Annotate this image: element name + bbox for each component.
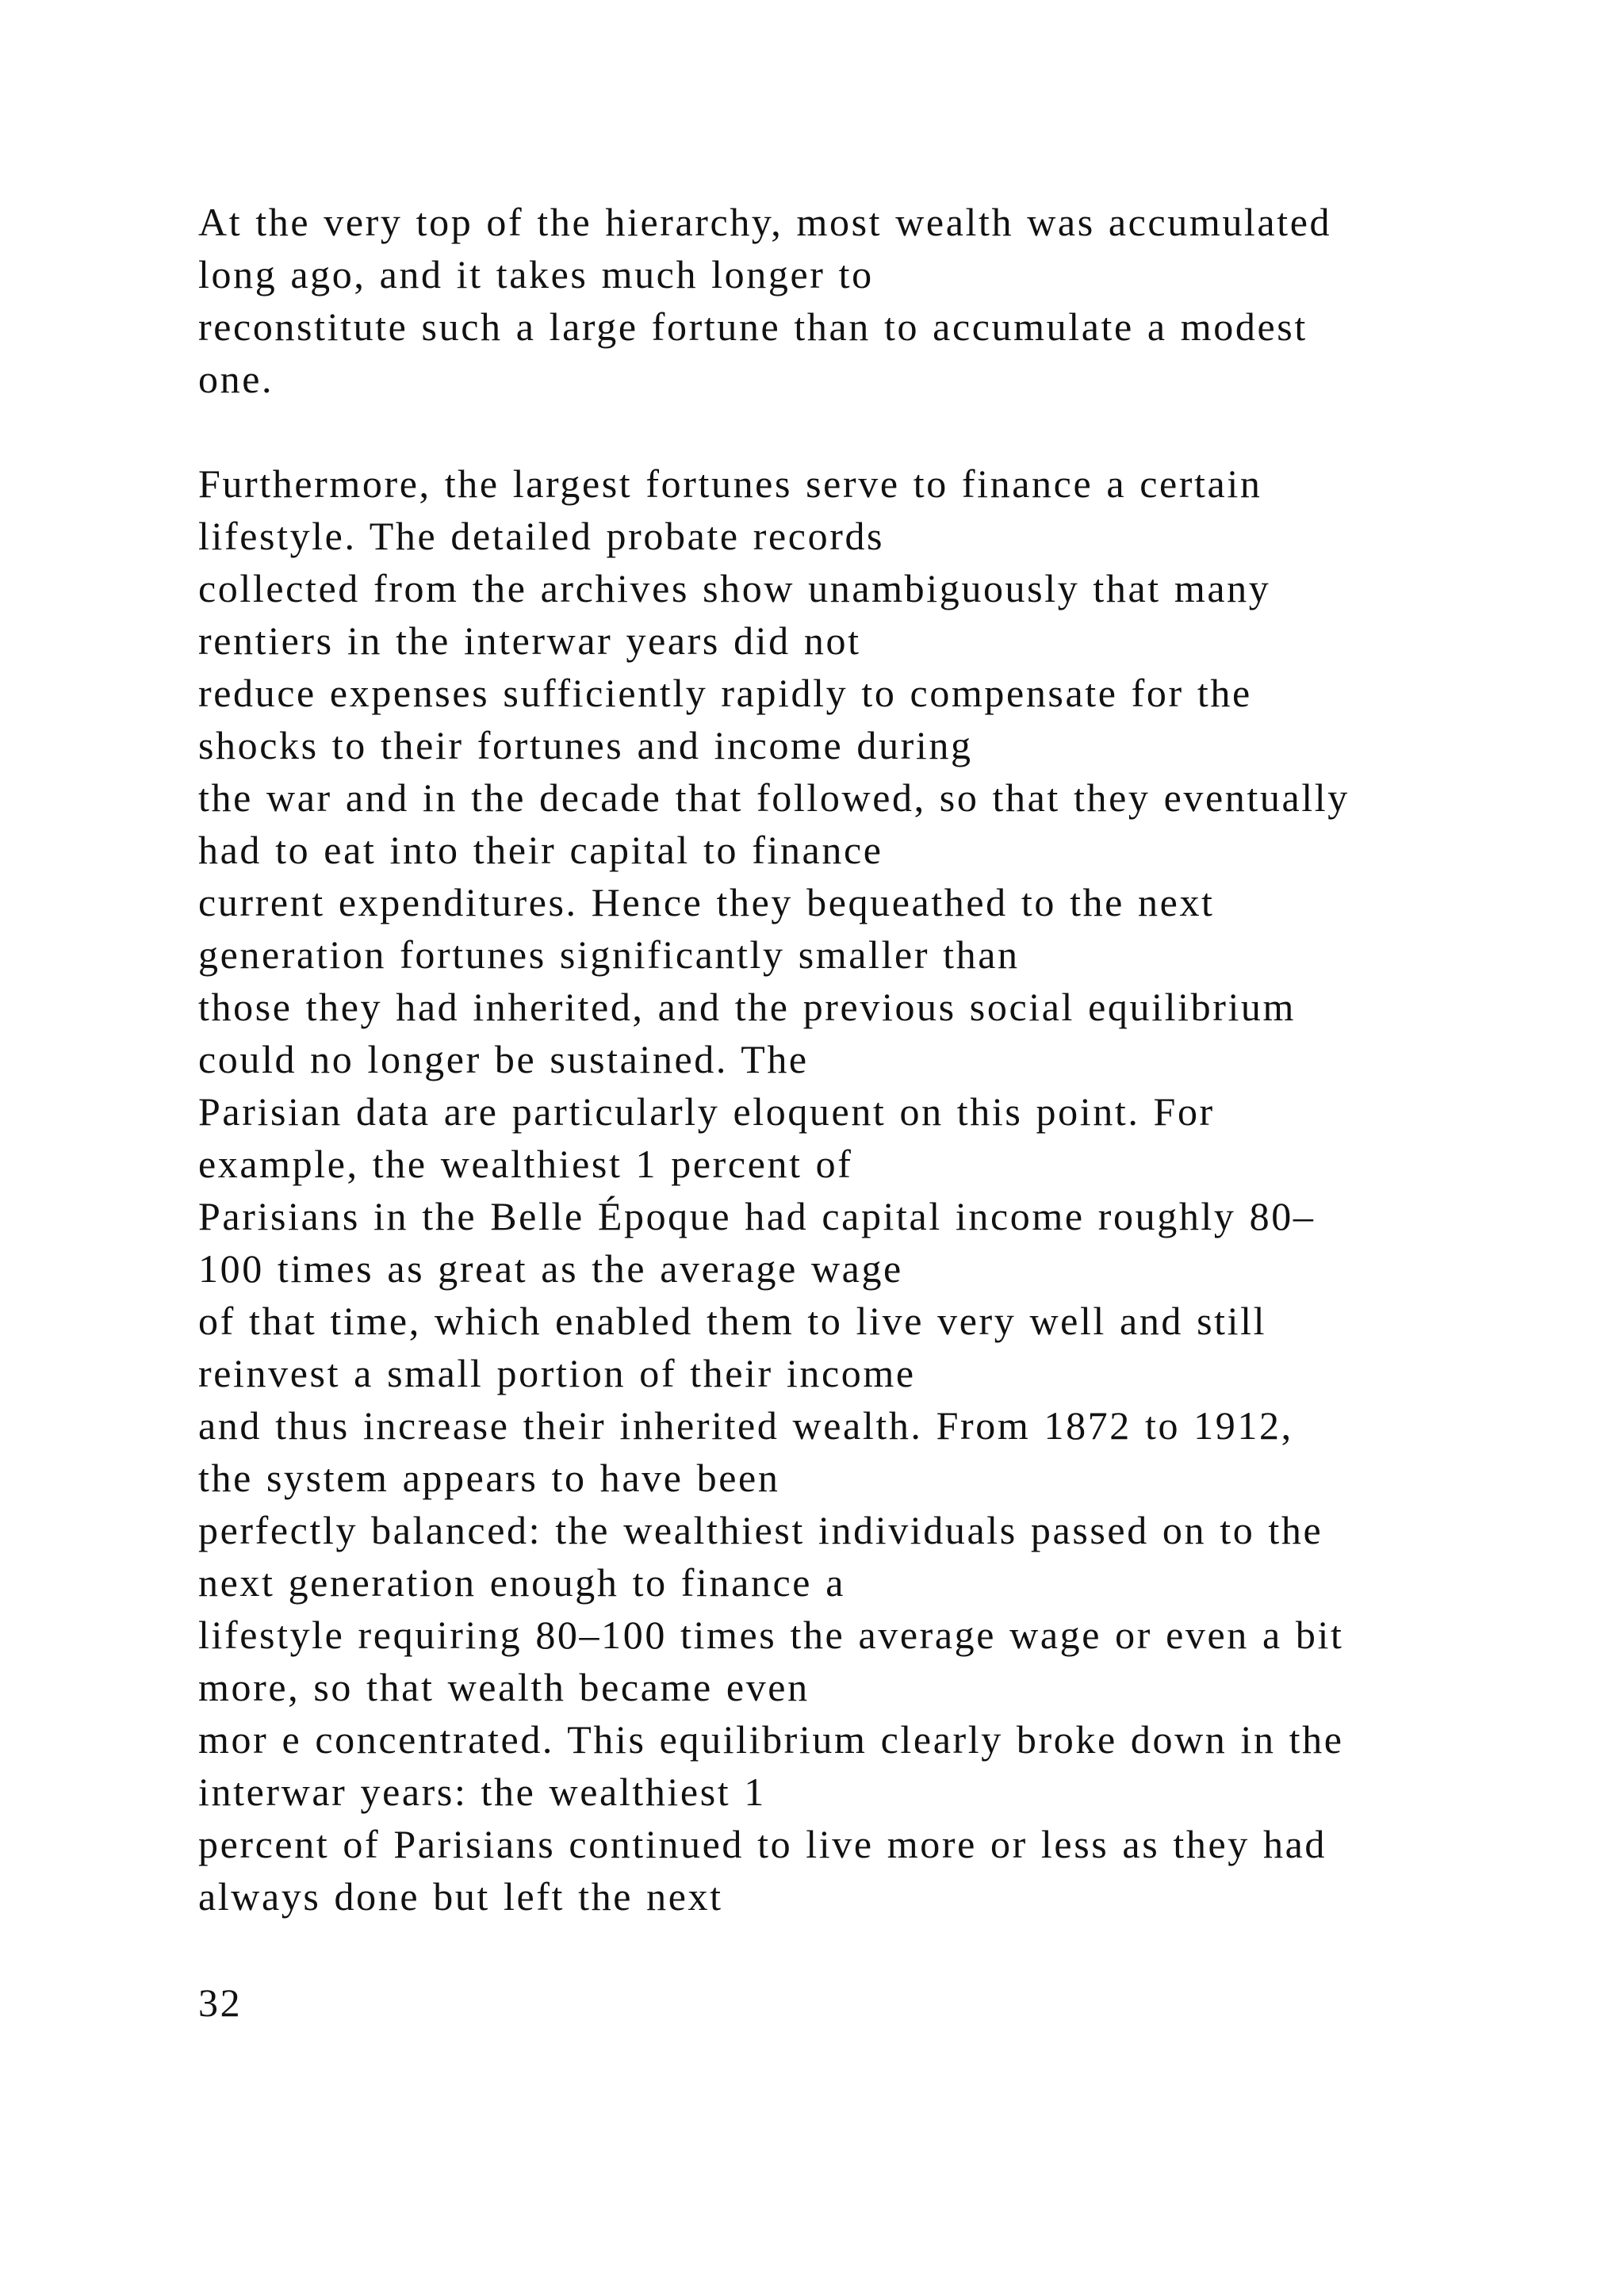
text-line: percent of Parisians continued to live more or less as they had — [198, 1822, 1327, 1866]
text-line: Parisians in the Belle Époque had capital income roughly 80– — [198, 1194, 1316, 1238]
paragraph-2 — [198, 457, 1435, 1923]
text-line: reduce expenses sufficiently rapidly to compensate for the — [198, 671, 1252, 715]
text-line: lifestyle. The detailed probate records — [198, 514, 885, 558]
text-line: reinvest a small portion of their income — [198, 1351, 916, 1395]
body-text — [198, 196, 1435, 1923]
text-line: shocks to their fortunes and income during — [198, 723, 973, 767]
text-line: interwar years: the wealthiest 1 — [198, 1770, 766, 1814]
text-line: perfectly balanced: the wealthiest individuals passed on to the — [198, 1508, 1323, 1552]
text-line: the war and in the decade that followed, so that they eventually — [198, 775, 1350, 820]
text-line: of that time, which enabled them to live very well and still — [198, 1299, 1267, 1343]
text-line: long ago, and it takes much longer to — [198, 252, 874, 297]
text-line: more, so that wealth became even — [198, 1665, 810, 1709]
text-line: example, the wealthiest 1 percent of — [198, 1142, 853, 1186]
text-line: generation fortunes significantly smaller than — [198, 932, 1020, 977]
text-line: collected from the archives show unambiguously that many — [198, 566, 1271, 610]
text-line: mor e concentrated. This equilibrium clearly broke down in the — [198, 1717, 1344, 1762]
text-line: one. — [198, 357, 274, 401]
text-line: 100 times as great as the average wage — [198, 1246, 903, 1291]
text-line: those they had inherited, and the previous social equilibrium — [198, 985, 1297, 1029]
paragraph-spacer — [198, 405, 1435, 457]
text-line: could no longer be sustained. The — [198, 1037, 809, 1081]
text-line: current expenditures. Hence they bequeathed to the next — [198, 880, 1215, 924]
text-line: next generation enough to finance a — [198, 1560, 845, 1605]
paragraph-1 — [198, 196, 1435, 405]
text-line: Parisian data are particularly eloquent on this point. For — [198, 1089, 1215, 1134]
text-line: Furthermore, the largest fortunes serve to finance a certain — [198, 461, 1262, 506]
text-line: lifestyle requiring 80–100 times the average wage or even a bit — [198, 1613, 1344, 1657]
text-line: reconstitute such a large fortune than to accumulate a modest — [198, 304, 1308, 349]
page-number: 32 — [198, 1980, 243, 2025]
text-line: the system appears to have been — [198, 1456, 780, 1500]
text-line: always done but left the next — [198, 1874, 723, 1919]
text-line: and thus increase their inherited wealth. From 1872 to 1912, — [198, 1403, 1293, 1448]
text-line: At the very top of the hierarchy, most wealth was accumulated — [198, 200, 1332, 244]
text-line: rentiers in the interwar years did not — [198, 618, 861, 663]
text-line: had to eat into their capital to finance — [198, 828, 883, 872]
